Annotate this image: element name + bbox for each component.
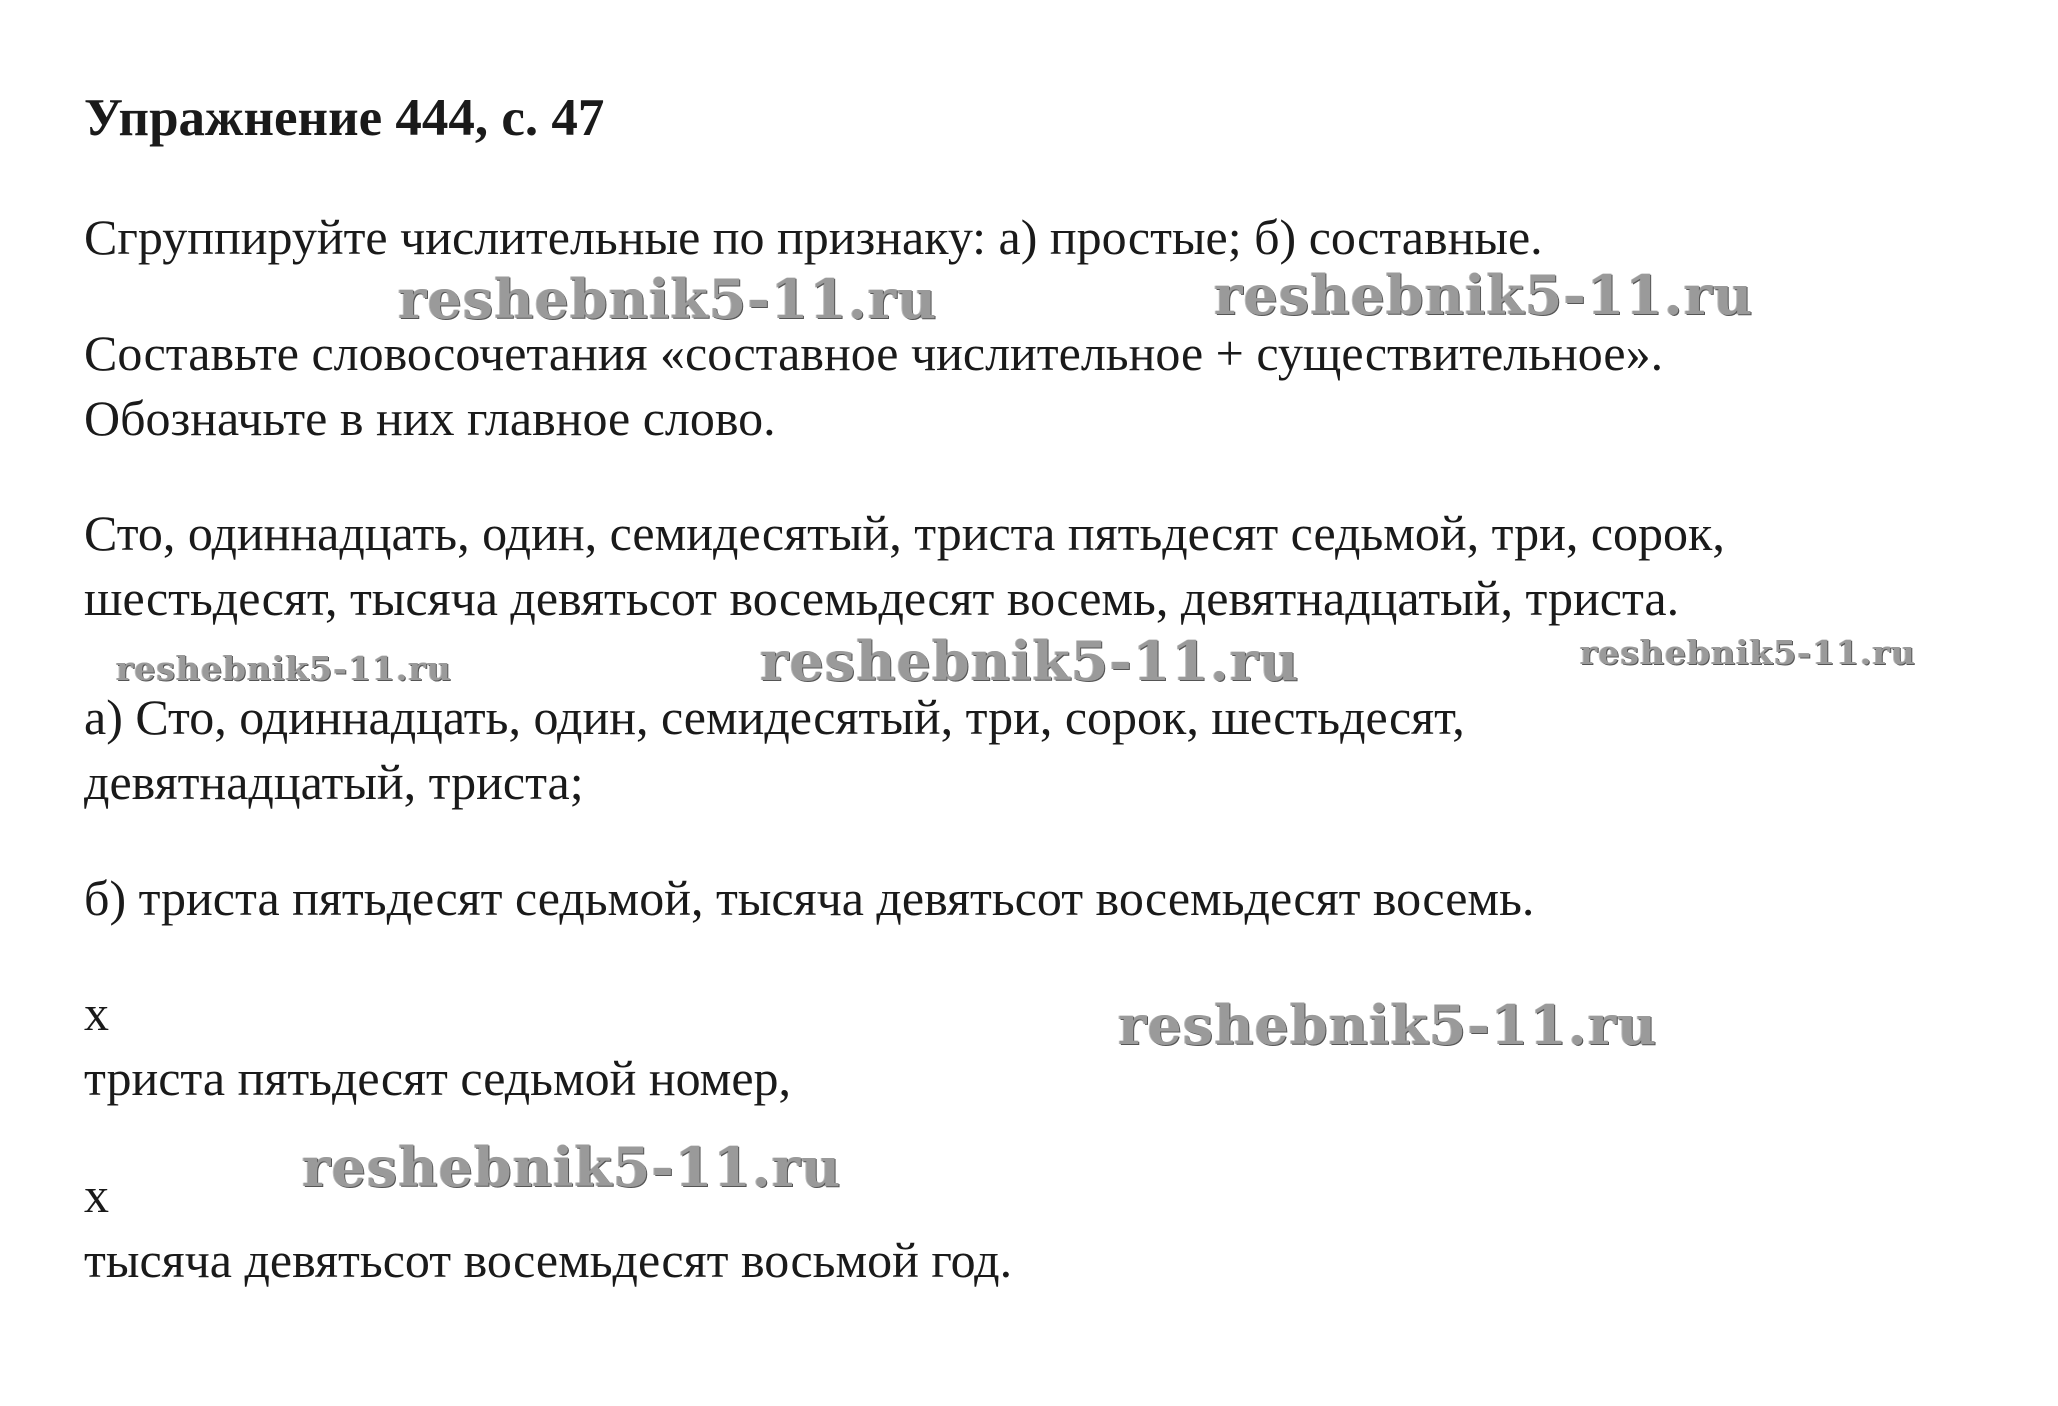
watermark-logo: reshebnik5-11.ru (760, 629, 1300, 693)
watermark-logo: reshebnik5-11.ru (1118, 993, 1658, 1057)
source-text-line-2: шестьдесят, тысяча девятьсот восемьдесят восемь, девятнадцатый, триста. (84, 570, 1680, 626)
phrase-2: тысяча девятьсот восемьдесят восьмой год. (84, 1232, 1013, 1288)
source-text-line-1: Сто, одиннадцать, один, семидесятый, триста пятьдесят седьмой, три, сорок, (84, 505, 1725, 561)
phrase-1: триста пятьдесят седьмой номер, (84, 1050, 792, 1106)
watermark-logo: reshebnik5-11.ru (302, 1135, 842, 1199)
task-line-3: Обозначьте в них главное слово. (84, 390, 776, 446)
answer-b: б) триста пятьдесят седьмой, тысяча девятьсот восемьдесят восемь. (84, 870, 1535, 926)
task-line-2: Составьте словосочетания «составное числительное + существительное». (84, 325, 1664, 381)
phrase-2-main-word-mark: x (84, 1167, 109, 1223)
phrase-1-main-word-mark: x (84, 985, 109, 1041)
watermark-logo: reshebnik5-11.ru (1580, 633, 1916, 672)
task-line-1: Сгруппируйте числительные по признаку: а) простые; б) составные. (84, 209, 1543, 265)
answer-a-line-1: а) Сто, одиннадцать, один, семидесятый, три, сорок, шестьдесят, (84, 689, 1465, 745)
watermark-logo: reshebnik5-11.ru (1214, 263, 1754, 327)
page-title: Упражнение 444, с. 47 (84, 89, 605, 147)
watermark-logo: reshebnik5-11.ru (116, 649, 452, 688)
watermark-logo: reshebnik5-11.ru (398, 267, 938, 331)
answer-a-line-2: девятнадцатый, триста; (84, 754, 584, 810)
